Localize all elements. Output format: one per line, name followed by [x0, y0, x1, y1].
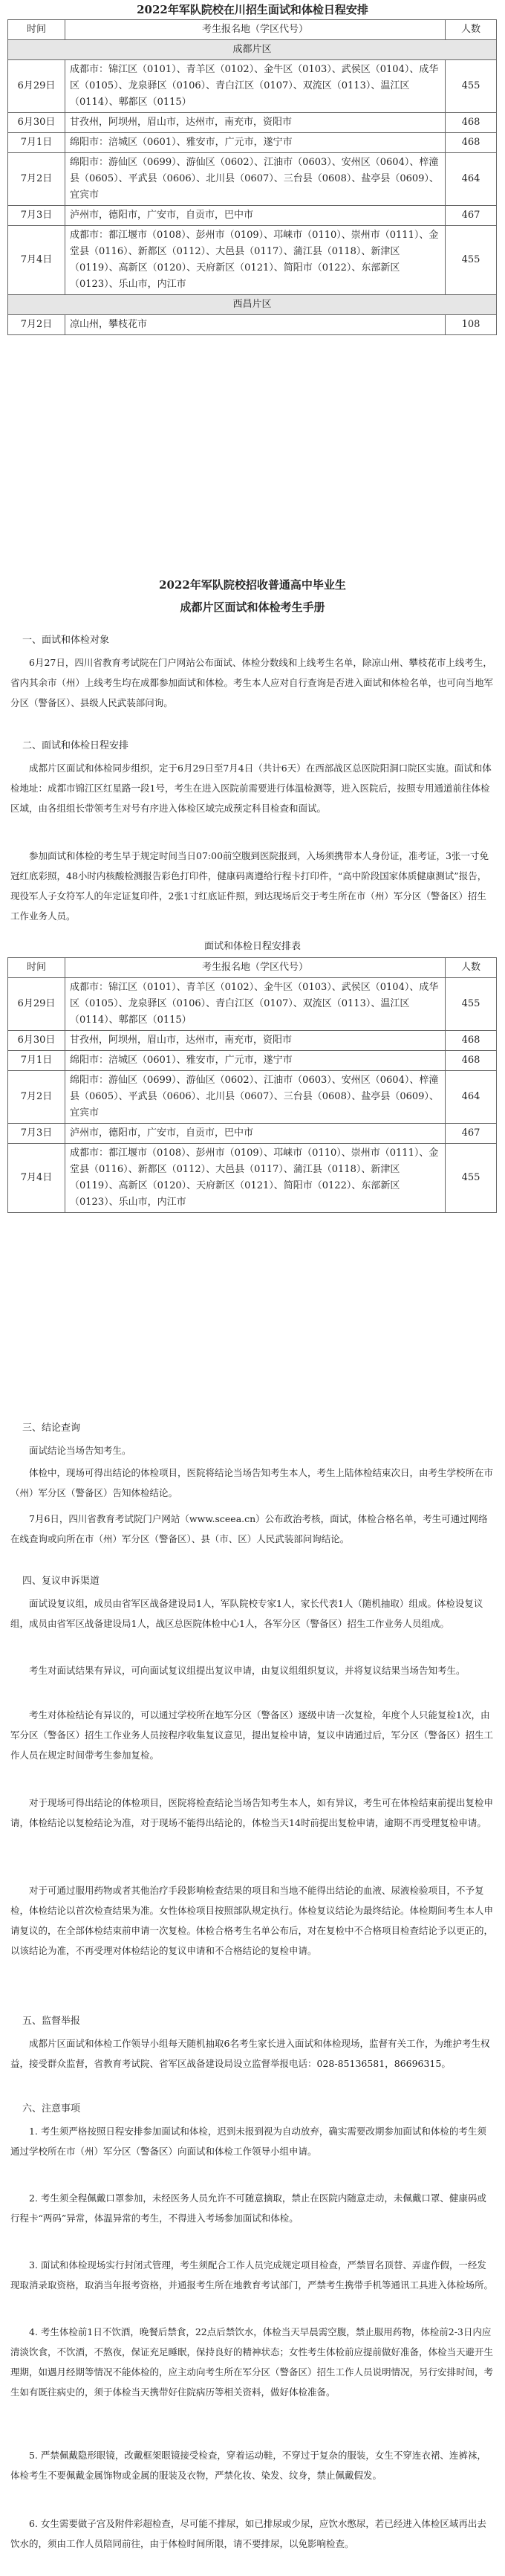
note-3: 3. 面试和体检现场实行封闭式管理，考生须配合工作人员完成规定项目检查，严禁冒名顶替、弄虚作假，一经发现取消录取资格，取消当年报考资格，并通报考生所在地教育考试部门，严禁考生携带手机等通讯工具进入体检场所。 [10, 2259, 494, 2291]
schedule-table [7, 19, 497, 335]
header-count: 人数 [446, 958, 497, 978]
header-places: 考生报名地（学区代号） [65, 20, 446, 40]
paragraph-4a: 面试设复议组，成员由省军区战备建设局1人，军队院校专家1人，家长代表1人（随机抽取）组成。体检设复议组，成员由省军区战备建设局1人，战区总医院体检中心1人，各军分区（警备区）招生工作业务人员组成。 [10, 1598, 483, 1629]
note-1: 1. 考生须严格按照日程安排参加面试和体检，迟到未报到视为自动放弃，确实需要改期参加面试和体检的考生须通过学校所在市（州）军分区（警备区）向面试和体检工作领导小组申请。 [10, 2126, 486, 2157]
header-date: 时间 [8, 958, 65, 978]
row-date: 7月2日 [8, 1071, 65, 1124]
row-date: 6月29日 [8, 60, 65, 113]
row-places: 泸州市，德阳市，广安市，自贡市，巴中市 [65, 206, 446, 226]
row-date: 7月2日 [8, 315, 65, 335]
table-row [8, 153, 497, 206]
row-count: 455 [446, 1144, 497, 1213]
row-date: 7月2日 [8, 153, 65, 206]
paragraph-4c: 考生对体检结论有异议的，可以通过学校所在地军分区（警备区）逐级申请一次复检，年度个人只能复检1次，由军分区（警备区）招生工作业务人员按程序收集复议意见，提出复检申请，复议申请通过后，军分区（警备区）招生工作人员在规定时间带考生参加复检。 [10, 1709, 494, 1761]
paragraph-3c: 7月6日，四川省教育考试院门户网站（www.sceea.cn）公布政治考核，面试，体检合格名单，考生可通过网络在线查询或向所在市（州）军分区（警备区）、县（市、区）人民武装部问询结论。 [10, 1513, 488, 1544]
section-heading-3: 三、结论查询 [22, 1423, 81, 1434]
row-date: 7月1日 [8, 133, 65, 153]
row-places: 甘孜州，阿坝州，眉山市，达州市，南充市，资阳市 [65, 113, 446, 133]
table-row [8, 1031, 497, 1051]
section-xichang: 西昌片区 [8, 295, 497, 315]
row-count: 455 [446, 226, 497, 295]
row-places: 绵阳市：涪城区（0601）、雅安市，广元市，遂宁市 [65, 1051, 446, 1071]
section-chengdu: 成都片区 [8, 40, 497, 60]
table-row [8, 1124, 497, 1144]
row-date: 7月1日 [8, 1051, 65, 1071]
row-places: 绵阳市：游仙区（0699）、游仙区（0602）、江油市（0603）、安州区（0604）、梓潼县（0605）、平武县（0606）、北川县（0607）、三台县（0608）、盐亭县（0609）、宜宾市 [65, 153, 446, 206]
table-row [8, 978, 497, 1031]
paragraph-4b: 考生对面试结果有异议，可向面试复议组提出复议申请，由复议组组织复议，并将复议结果当场告知考生。 [29, 1665, 466, 1676]
row-places: 甘孜州，阿坝州，眉山市，达州市，南充市，资阳市 [65, 1031, 446, 1051]
table-row [8, 1051, 497, 1071]
paragraph-5: 成都片区面试和体检工作领导小组每天随机抽取6名考生家长进入面试和体检现场，监督有关工作，为维护考生权益，接受群众监督，省教育考试院、省军区战备建设局设立监督举报电话：028-85136581，86696315。 [10, 2038, 490, 2069]
row-places: 泸州市，德阳市，广安市，自贡市，巴中市 [65, 1124, 446, 1144]
row-count: 468 [446, 133, 497, 153]
section-heading-4: 四、复议申诉渠道 [22, 1576, 100, 1587]
row-date: 7月4日 [8, 1144, 65, 1213]
section-heading-2: 二、面试和体检日程安排 [22, 740, 129, 751]
note-6: 6. 女生需要做子宫及附件彩超检查，尽可能不排尿，如已排尿或少尿，应饮水憋尿，若已经进入体检区域再出去饮水的，须由工作人员陪同前往，由于体检时间所限，请不要排尿，以免影响检查。 [10, 2518, 486, 2549]
row-count: 464 [446, 1071, 497, 1124]
section-heading-5: 五、监督举报 [22, 2016, 81, 2027]
table-row [8, 315, 497, 335]
row-date: 6月29日 [8, 978, 65, 1031]
paragraph-3a: 面试结论当场告知考生。 [29, 1445, 131, 1456]
row-count: 455 [446, 60, 497, 113]
row-date: 6月30日 [8, 113, 65, 133]
schedule-title: 2022年军队院校在川招生面试和体检日程安排 [137, 3, 368, 16]
paragraph-2a: 成都片区面试和体检同步组织，定于6月29日至7月4日（共计6天）在西部战区总医院阳洞口院区实施。面试和体检地址：成都市锦江区红星路一段1号，考生在进入医院前需要进行体温检测等，进入医院后，按照专用通道前往体检区域，由各组组长带领考生对号有序进入体检区域完成预定科目检查和面试。 [10, 763, 492, 814]
row-count: 468 [446, 1051, 497, 1071]
row-places: 绵阳市：涪城区（0601）、雅安市，广元市，遂宁市 [65, 133, 446, 153]
note-4: 4. 考生体检前1日不饮酒，晚餐后禁食，22点后禁饮水，体检当天早晨需空腹，禁止服用药物，体检前2-3日内应清淡饮食，不饮酒，不熬夜，保证充足睡眠，保持良好的精神状态；女性考生体检前应提前做好准备，体检当天避开生理期，如遇月经期等情况不能体检的，应主动向考生所在军分区（警备区）招生工作人员说明情况，另行安排时间，考生如有既往病史的，须于体检当天携带好住院病历等相关资料，做好体检准备。 [10, 2326, 494, 2398]
table-row [8, 113, 497, 133]
row-date: 7月4日 [8, 226, 65, 295]
row-count: 468 [446, 113, 497, 133]
handbook-title-line2: 成都片区面试和体检考生手册 [180, 601, 325, 614]
row-count: 464 [446, 153, 497, 206]
row-date: 7月3日 [8, 1124, 65, 1144]
row-places: 成都市：锦江区（0101）、青羊区（0102）、金牛区（0103）、武侯区（0104）、成华区（0105）、龙泉驿区（0106）、青白江区（0107）、双流区（0113）、温江区（0114）、郫都区（0115） [65, 978, 446, 1031]
header-count: 人数 [446, 20, 497, 40]
row-places: 成都市：都江堰市（0108）、彭州市（0109）、邛崃市（0110）、崇州市（0111）、金堂县（0116）、新都区（0112）、大邑县（0117）、蒲江县（0118）、新津区（0119）、高新区（0120）、天府新区（0121）、简阳市（0122）、东部新区（0123）、乐山市，内江市 [65, 226, 446, 295]
paragraph-2b: 参加面试和体检的考生早于规定时间当日07:00前空腹到医院报到，入场须携带本人身份证，准考证，3张一寸免冠红底彩照，48小时内核酸检测报告彩色打印件，健康码离遵给行程卡打印件，“高中阶段国家体质健康测试”报告，现役军人子女符军人的年定证复印件，2张1寸红底证件照，到达现场后交于考生所在市（州）军分区（警备区）招生工作业务人员。 [10, 850, 489, 922]
paragraph-4e: 对于可通过服用药物或者其他治疗手段影响检查结果的项目和当地不能得出结论的血液、尿液检验项目，不予复检，体检结论以首次检查结果为准。女性体检项目按照部队规定执行。体检复议结论为最终结论。体检期间考生本人申请复议的，在全部体检结束前申请一次复检。体检合格考生名单公布后，对在复检中不合格项目检查结论予以更正的，以该结论为准，不再受理对体检结论的复议申请和不合格结论的复检申请。 [10, 1885, 494, 1956]
schedule-table-2 [7, 957, 497, 1213]
table-row [8, 1071, 497, 1124]
paragraph-3b: 体检中，现场可得出结论的体检项目，医院将结论当场告知考生本人，考生上陆体检结束次日，由考生学校所在市（州）军分区（警备区）告知体检结论。 [10, 1467, 494, 1498]
row-count: 467 [446, 1124, 497, 1144]
paragraph-4d: 对于现场可得出结论的体检项目，医院将检查结论当场告知考生本人，如有异议，考生可在体检结束前提出复检申请，体检结论以复检结论为准，对于现场不能得出结论的，体检当天14时前提出复检申请，逾期不再受理复检申请。 [10, 1797, 494, 1828]
handbook-title-line1: 2022年军队院校招收普通高中毕业生 [159, 578, 346, 592]
table-row [8, 60, 497, 113]
header-places: 考生报名地（学区代号） [65, 958, 446, 978]
section-heading-1: 一、面试和体检对象 [22, 635, 110, 646]
table-caption: 面试和体检日程安排表 [203, 941, 301, 952]
section-row [8, 40, 497, 60]
row-count: 455 [446, 978, 497, 1031]
row-places: 绵阳市：游仙区（0699）、游仙区（0602）、江油市（0603）、安州区（0604）、梓潼县（0605）、平武县（0606）、北川县（0607）、三台县（0608）、盐亭县（0609）、宜宾市 [65, 1071, 446, 1124]
row-places: 成都市：都江堰市（0108）、彭州市（0109）、邛崃市（0110）、崇州市（0111）、金堂县（0116）、新都区（0112）、大邑县（0117）、蒲江县（0118）、新津区（0119）、高新区（0120）、天府新区（0121）、简阳市（0122）、东部新区（0123）、乐山市，内江市 [65, 1144, 446, 1213]
note-2: 2. 考生须全程佩戴口罩参加，未经医务人员允许不可随意摘取，禁止在医院内随意走动，未佩戴口罩、健康码或行程卡“两码”异常，体温异常的考生，不得进入考场参加面试和体检。 [10, 2192, 486, 2224]
table-header-row [8, 20, 497, 40]
section-heading-6: 六、注意事项 [22, 2103, 81, 2114]
table-header-row [8, 958, 497, 978]
header-date: 时间 [8, 20, 65, 40]
row-places: 凉山州，攀枝花市 [65, 315, 446, 335]
note-5: 5. 严禁佩戴隐形眼镜，改戴框架眼镜接受检查，穿着运动鞋，不穿过于复杂的服装，女生不穿连衣裙、连裤袜，体检考生不要佩戴金属饰物或金属的服装及衣物，严禁化妆、染发、纹身，禁止佩戴假发。 [10, 2450, 486, 2481]
table-row [8, 1144, 497, 1213]
row-date: 7月3日 [8, 206, 65, 226]
paragraph-1: 6月27日，四川省教育考试院在门户网站公布面试、体检分数线和上线考生名单，除凉山州、攀枝花市上线考生，省内其余市（州）上线考生均在成都参加面试和体检。考生本人应对自行查询是否进入面试和体检名单，也可向当地军分区（警备区）、县级人民武装部问询。 [10, 657, 494, 708]
table-row [8, 226, 497, 295]
section-row [8, 295, 497, 315]
row-count: 108 [446, 315, 497, 335]
row-count: 467 [446, 206, 497, 226]
row-count: 468 [446, 1031, 497, 1051]
row-date: 6月30日 [8, 1031, 65, 1051]
row-places: 成都市：锦江区（0101）、青羊区（0102）、金牛区（0103）、武侯区（0104）、成华区（0105）、龙泉驿区（0106）、青白江区（0107）、双流区（0113）、温江区（0114）、郫都区（0115） [65, 60, 446, 113]
table-row [8, 206, 497, 226]
table-row [8, 133, 497, 153]
